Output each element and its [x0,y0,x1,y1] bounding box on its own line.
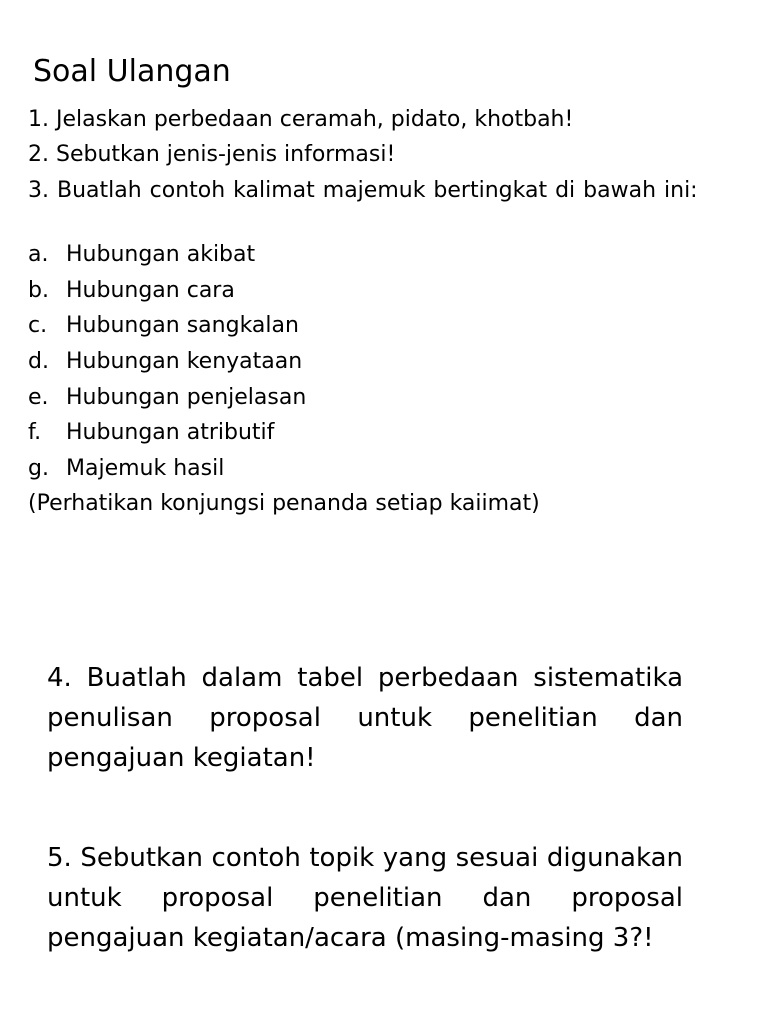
sub-item-text: Hubungan penjelasan [66,385,307,410]
sub-item-letter: e. [28,385,49,410]
sub-item-f [28,418,274,448]
page-title: Soal Ulangan [33,54,231,89]
sub-item-text: Hubungan kenyataan [66,349,303,374]
sub-item-text: Hubungan akibat [66,242,256,267]
sub-item-d [28,347,302,377]
sub-item-letter: a. [28,242,49,267]
sub-item-text: Hubungan sangkalan [66,313,299,338]
sub-item-letter: b. [28,278,49,303]
sub-item-letter: g. [28,456,49,481]
instruction-note: (Perhatikan konjungsi penanda setiap kaiimat) [28,491,540,516]
sub-item-g [28,454,224,484]
question-4: 4. Buatlah dalam tabel perbedaan sistematika penulisan proposal untuk penelitian dan pengajuan kegiatan! [47,663,683,773]
question-3: 3. Buatlah contoh kalimat majemuk bertingkat di bawah ini: [28,178,698,203]
sub-item-a [28,240,255,270]
sub-item-b [28,276,235,306]
sub-item-e [28,383,306,413]
sub-item-c [28,311,299,341]
sub-item-text: Majemuk hasil [66,456,225,481]
sub-item-text: Hubungan cara [66,278,235,303]
question-2: 2. Sebutkan jenis-jenis informasi! [28,142,396,167]
sub-item-letter: f. [28,420,42,445]
sub-item-letter: d. [28,349,49,374]
sub-item-letter: c. [28,313,48,338]
question-5: 5. Sebutkan contoh topik yang sesuai digunakan untuk proposal penelitian dan proposal pengajuan kegiatan/acara (masing-masing 3?! [47,843,683,953]
sub-item-text: Hubungan atributif [66,420,275,445]
question-1: 1. Jelaskan perbedaan ceramah, pidato, khotbah! [28,107,574,132]
